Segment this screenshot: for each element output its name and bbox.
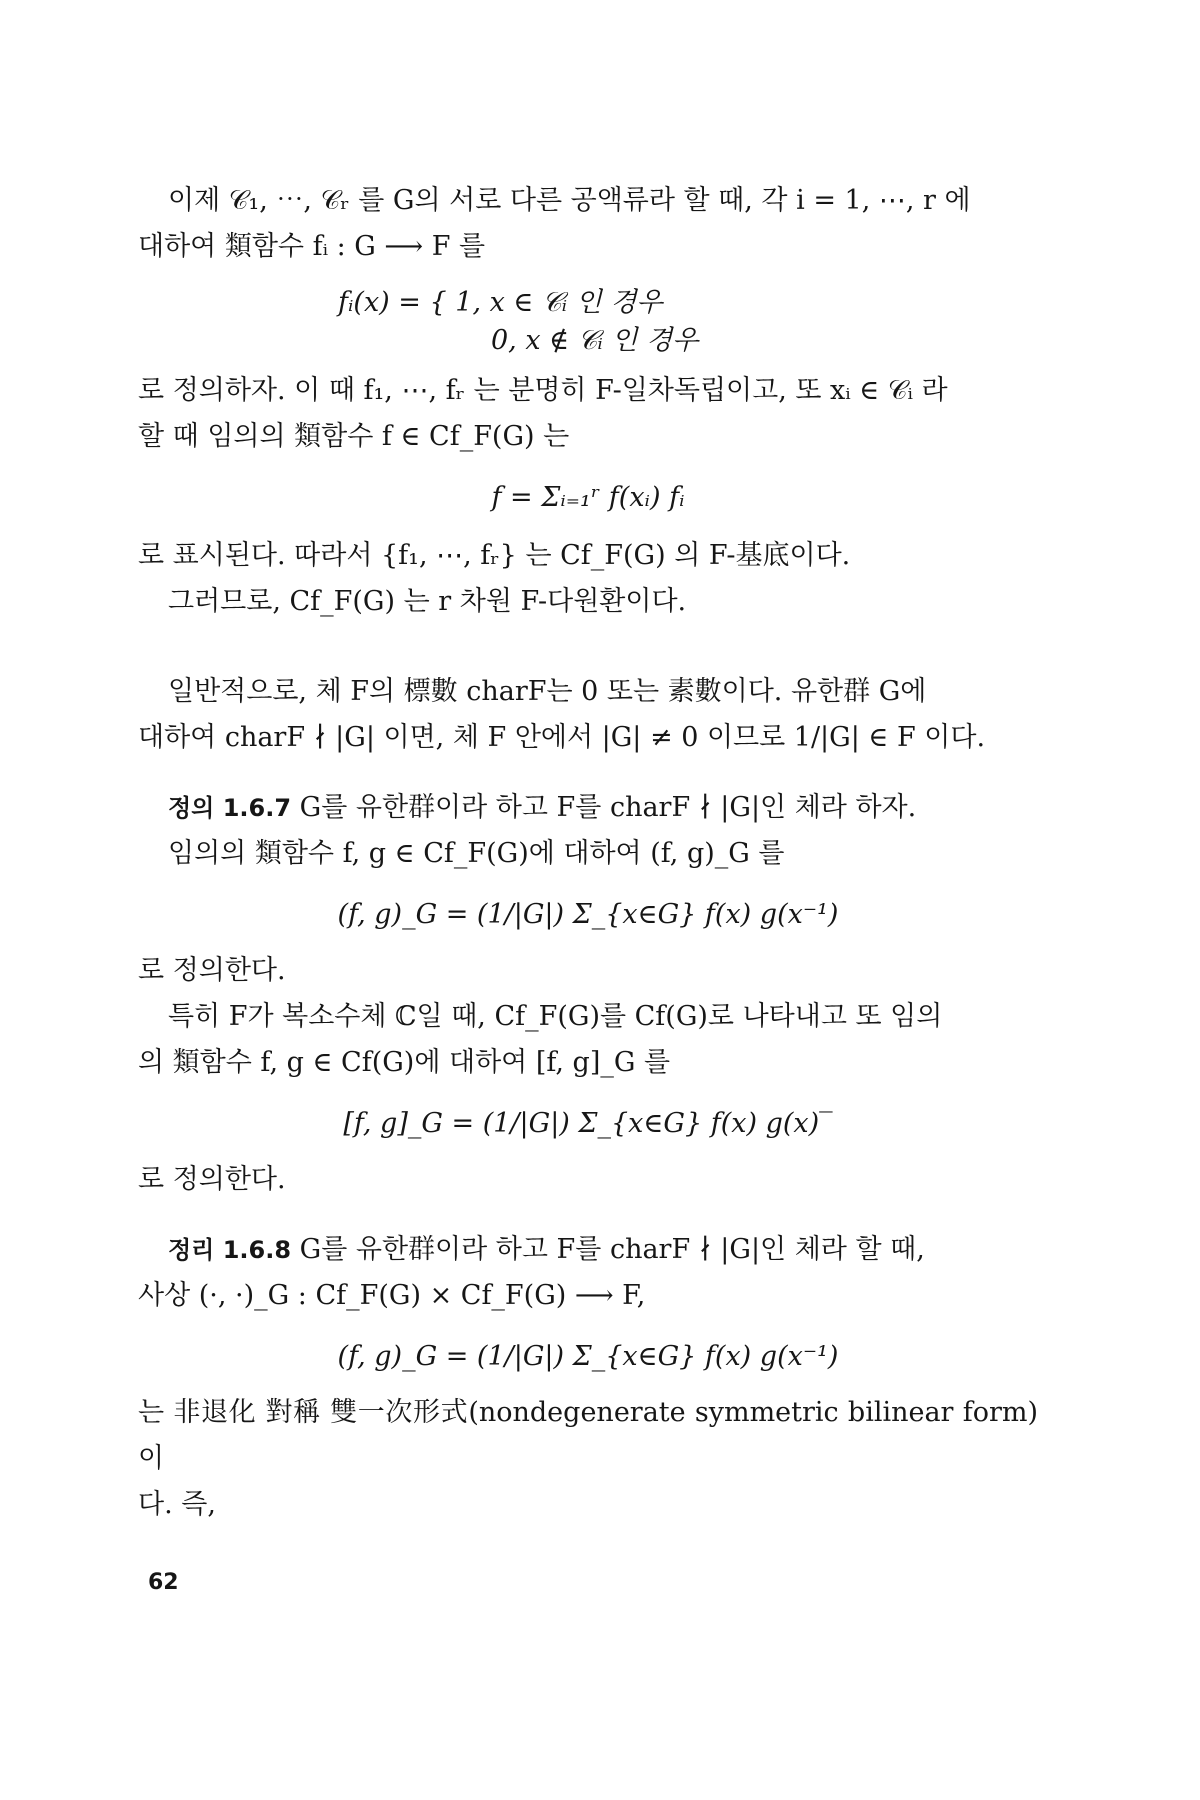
text-line: 특히 F가 복소수체 ℂ일 때, Cf_F(G)를 Cf(G)로 나타내고 또 임의 (168, 1001, 943, 1032)
theorem-label: 정리 1.6.8 (168, 1236, 292, 1264)
page-number: 62 (148, 1570, 179, 1595)
equation: f = Σᵢ₌₁ʳ f(xᵢ) fᵢ (491, 482, 685, 513)
equation-line: fᵢ(x) = { 1, x ∈ 𝒞ᵢ 인 경우 (338, 287, 663, 318)
text-line: 대하여 charF ∤ |G| 이면, 체 F 안에서 |G| ≠ 0 이므로 1/|G| ∈ F 이다. (138, 722, 986, 753)
text-line: 사상 (·, ·)_G : Cf_F(G) × Cf_F(G) ⟶ F, (138, 1280, 646, 1311)
theorem-text: G를 유한群이라 하고 F를 charF ∤ |G|인 체라 할 때, (299, 1234, 925, 1265)
equation: (f, g)_G = (1/|G|) Σ_{x∈G} f(x) g(x⁻¹) (337, 1341, 839, 1372)
equation-line: 0, x ∉ 𝒞ᵢ 인 경우 (491, 325, 699, 356)
text-line: 이제 𝒞₁, ⋯, 𝒞ᵣ 를 G의 서로 다른 공액류라 할 때, 각 i = 1, ⋯, r 에 (168, 185, 971, 216)
theorem-line (138, 1227, 1038, 1273)
text-line: 할 때 임의의 類함수 f ∈ Cf_F(G) 는 (138, 421, 570, 452)
text-line: 다. 즉, (138, 1489, 216, 1520)
text-line: 임의의 類함수 f, g ∈ Cf_F(G)에 대하여 (f, g)_G 를 (168, 838, 785, 869)
definition-line (138, 785, 1038, 831)
equation: [f, g]_G = (1/|G|) Σ_{x∈G} f(x) g(x)‾ (343, 1108, 833, 1139)
text-line: 일반적으로, 체 F의 標數 charF는 0 또는 素數이다. 유한群 G에 (168, 676, 927, 707)
page-body (138, 178, 1038, 1528)
text-line: 대하여 類함수 fᵢ : G ⟶ F 를 (138, 231, 486, 262)
text-line: 의 類함수 f, g ∈ Cf(G)에 대하여 [f, g]_G 를 (138, 1047, 671, 1078)
equation: (f, g)_G = (1/|G|) Σ_{x∈G} f(x) g(x⁻¹) (337, 899, 839, 930)
text-line: 로 표시된다. 따라서 {f₁, ⋯, fᵣ} 는 Cf_F(G) 의 F-基底이다. (138, 540, 851, 571)
equation-cases (138, 276, 1038, 362)
text-line: 그러므로, Cf_F(G) 는 r 차원 F-다원환이다. (168, 586, 687, 617)
text-line: 는 非退化 對稱 雙一次形式(nondegenerate symmetric bilinear form)이 (138, 1397, 1038, 1474)
text-line: 로 정의하자. 이 때 f₁, ⋯, fᵣ 는 분명히 F-일차독립이고, 또 xᵢ ∈ 𝒞ᵢ 라 (138, 375, 948, 406)
definition-label: 정의 1.6.7 (168, 794, 292, 822)
text-line: 로 정의한다. (138, 1164, 286, 1195)
definition-text: G를 유한群이라 하고 F를 charF ∤ |G|인 체라 하자. (299, 792, 917, 823)
text-line: 로 정의한다. (138, 955, 286, 986)
